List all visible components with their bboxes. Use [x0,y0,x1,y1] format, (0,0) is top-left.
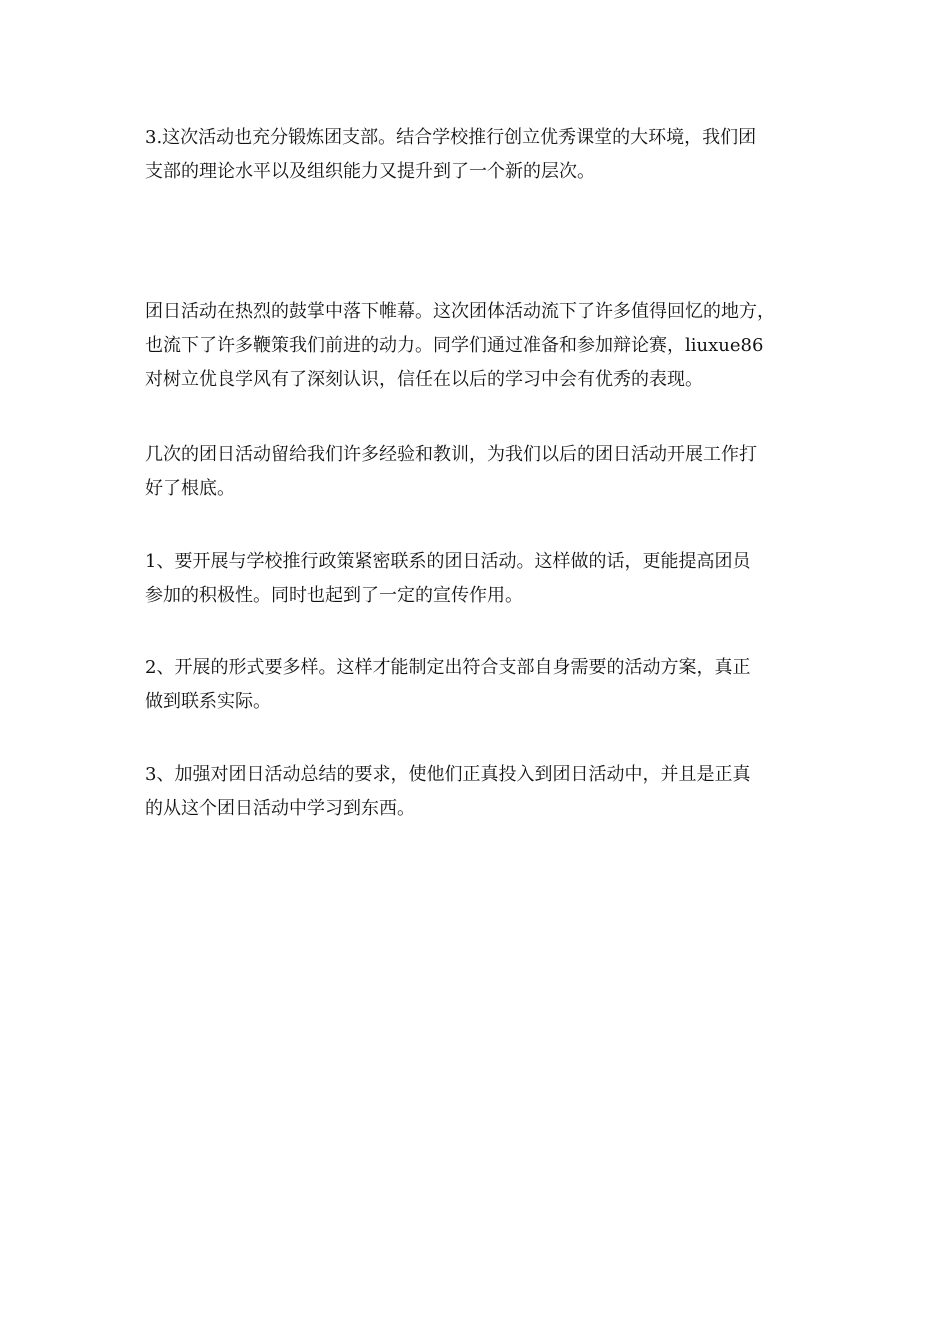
text-line: 3、加强对团日活动总结的要求，使他们正真投入到团日活动中，并且是正真 [145,764,751,785]
text-line: 对树立优良学风有了深刻认识，信任在以后的学习中会有优秀的表现。 [145,369,703,390]
text-line: 做到联系实际。 [145,691,271,712]
text-line: 也流下了许多鞭策我们前进的动力。同学们通过准备和参加辩论赛，liuxue86 [145,335,764,356]
text-line: 参加的积极性。同时也起到了一定的宣传作用。 [145,585,523,606]
text-line: 支部的理论水平以及组织能力又提升到了一个新的层次。 [145,161,595,182]
paragraph-point-1 [145,545,815,613]
paragraph-lessons-learned [145,438,815,506]
text-line: 的从这个团日活动中学习到东西。 [145,798,415,819]
paragraph-point-2 [145,651,815,719]
text-line: 1、要开展与学校推行政策紧密联系的团日活动。这样做的话，更能提高团员 [145,551,751,572]
paragraph-activity-training [145,121,815,189]
text-line: 3.这次活动也充分锻炼团支部。结合学校推行创立优秀课堂的大环境，我们团 [145,127,757,148]
paragraph-activity-conclusion [145,295,815,397]
text-line: 2、开展的形式要多样。这样才能制定出符合支部自身需要的活动方案，真正 [145,657,751,678]
text-line: 团日活动在热烈的鼓掌中落下帷幕。这次团体活动流下了许多值得回忆的地方， [145,301,775,322]
text-line: 好了根底。 [145,478,235,499]
text-line: 几次的团日活动留给我们许多经验和教训，为我们以后的团日活动开展工作打 [145,444,757,465]
paragraph-point-3 [145,758,815,826]
